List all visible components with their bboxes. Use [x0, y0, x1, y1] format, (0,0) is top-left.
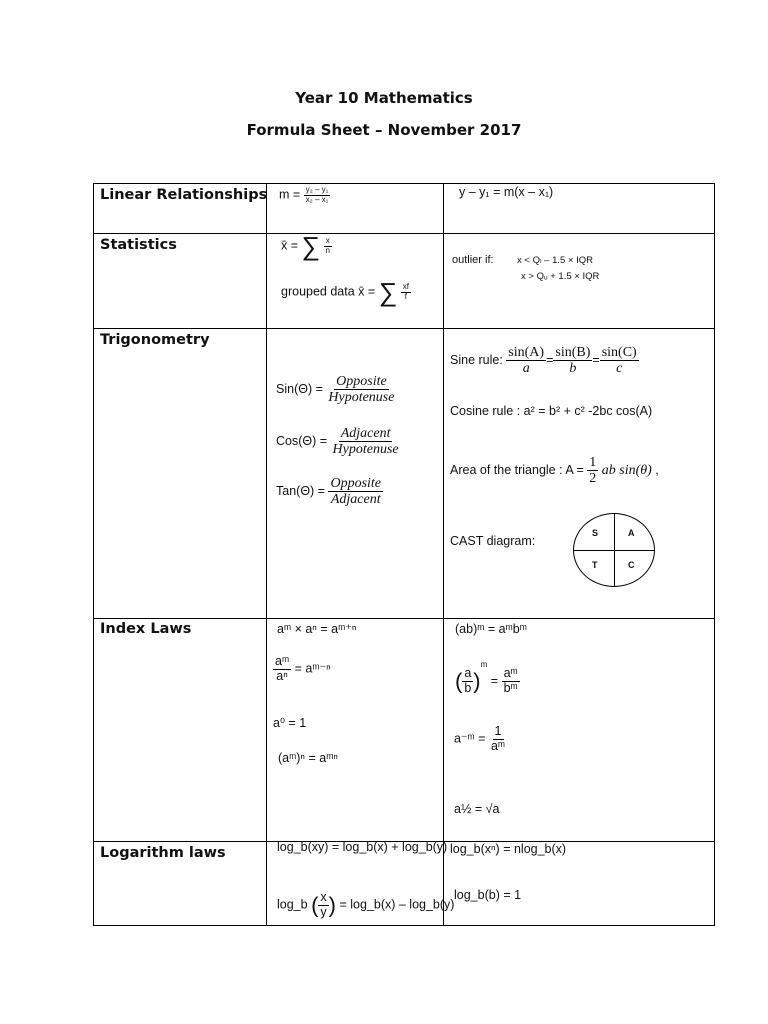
- grouped-lhs: x̄ =: [358, 284, 376, 299]
- index-law-2-numerator: aᵐ: [275, 654, 290, 668]
- gradient-denominator: x₂ – x₁: [305, 194, 329, 204]
- index-law-7-fraction: [489, 725, 507, 754]
- section-label-index: Index Laws: [100, 621, 192, 637]
- sine-rule-a-num: sin(A): [508, 345, 545, 360]
- gradient-numerator: y₂ – y₁: [305, 185, 329, 194]
- cast-quadrant-t: T: [592, 560, 598, 570]
- tan-lhs: Tan(Θ) =: [276, 484, 325, 499]
- right-paren-icon: ): [328, 892, 336, 918]
- table-border-left: [93, 183, 94, 926]
- sine-rule-c: [600, 345, 639, 377]
- sine-rule-c-den: c: [616, 361, 623, 377]
- left-paren-icon: (: [455, 668, 463, 694]
- sin-numerator: Opposite: [336, 374, 387, 389]
- row-divider-3: [93, 618, 715, 619]
- sine-rule-label: Sine rule:: [450, 353, 503, 368]
- area-label: Area of the triangle : A =: [450, 463, 584, 478]
- outlier-low-rule: x < Qₗ – 1.5 × IQR: [517, 255, 594, 266]
- log-law-3-denominator: y: [320, 904, 327, 919]
- gradient-formula: [279, 186, 330, 205]
- grouped-fraction: [401, 283, 411, 302]
- gradient-fraction: [304, 186, 331, 205]
- cast-label: CAST diagram:: [450, 534, 536, 548]
- log-law-2: log_b(xⁿ) = nlog_b(x): [450, 842, 567, 856]
- section-label-log: Logarithm laws: [100, 845, 226, 861]
- row-divider-1: [93, 233, 715, 234]
- log-law-1: log_b(xy) = log_b(x) + log_b(y): [277, 840, 448, 854]
- index-law-7-numerator: 1: [494, 724, 502, 738]
- index-law-1: aᵐ × aⁿ = aᵐ⁺ⁿ: [277, 622, 357, 636]
- index-law-5: (ab)ᵐ = aᵐbᵐ: [455, 622, 527, 636]
- sin-denominator: Hypotenuse: [328, 390, 395, 406]
- tan-denominator: Adjacent: [330, 492, 381, 508]
- index-law-6-rhs-num: aᵐ: [503, 666, 518, 681]
- page-title: Year 10 Mathematics: [295, 89, 473, 107]
- cos-denominator: Hypotenuse: [332, 442, 399, 458]
- cos-fraction: [331, 426, 401, 458]
- index-law-2-fraction: [273, 655, 291, 684]
- cast-diagram: [573, 513, 655, 587]
- table-border-bottom: [93, 925, 715, 926]
- index-law-6-inner-num: a: [464, 666, 472, 681]
- index-law-6-eq: =: [490, 674, 499, 688]
- cosine-rule: Cosine rule : a² = b² + c² -2bc cos(A): [450, 404, 653, 418]
- index-law-2-denominator: aⁿ: [276, 668, 288, 683]
- sine-rule-b-num: sin(B): [555, 345, 591, 360]
- log-law-3-numerator: x: [320, 890, 327, 904]
- sin-lhs: Sin(Θ) =: [276, 382, 323, 397]
- index-law-4: (aᵐ)ⁿ = aᵐⁿ: [278, 751, 338, 765]
- index-law-6-rhs: [502, 667, 520, 696]
- sine-rule-c-num: sin(C): [601, 345, 637, 360]
- cos-lhs: Cos(Θ) =: [276, 434, 328, 449]
- formula-table: [93, 183, 715, 926]
- sin-fraction: [326, 374, 396, 406]
- cast-quadrant-c: C: [628, 560, 635, 570]
- log-law-3: [277, 891, 454, 920]
- index-law-3: a⁰ = 1: [273, 716, 307, 730]
- cast-quadrant-s: S: [592, 528, 599, 538]
- table-border-right: [714, 183, 715, 926]
- point-slope-formula: y – y₁ = m(x – x₁): [459, 185, 554, 199]
- grouped-denominator: f: [404, 291, 407, 301]
- index-law-7-denominator: aᵐ: [490, 738, 506, 753]
- table-border-top: [93, 183, 715, 184]
- column-divider-2: [443, 183, 444, 926]
- section-label-linear: Linear Relationships: [100, 187, 268, 203]
- log-law-3-fraction: [318, 891, 328, 920]
- sigma-icon: ∑: [378, 277, 398, 307]
- gradient-lhs: m =: [279, 187, 301, 202]
- outlier-label: outlier if:: [452, 254, 494, 266]
- cos-formula: [276, 426, 401, 458]
- cast-vertical-axis: [614, 514, 615, 586]
- area-fraction: [587, 455, 598, 487]
- area-comma: ,: [655, 463, 659, 478]
- index-law-2-rhs: = aᵐ⁻ⁿ: [294, 661, 331, 676]
- area-numerator: 1: [589, 455, 597, 470]
- sigma-icon: ∑: [301, 231, 321, 261]
- mean-numerator: x: [325, 235, 330, 245]
- sin-formula: [276, 374, 396, 406]
- left-paren-icon: (: [311, 892, 319, 918]
- grouped-mean-formula: [281, 279, 411, 305]
- index-law-2: [273, 655, 331, 684]
- grouped-data-label: grouped data: [281, 284, 355, 299]
- mean-formula: [281, 233, 332, 259]
- area-rest: ab sin(θ): [601, 463, 652, 479]
- right-paren-icon: ): [473, 668, 481, 694]
- section-label-trigonometry: Trigonometry: [100, 332, 210, 348]
- index-law-6-inner: [462, 667, 473, 696]
- index-law-6: [455, 660, 520, 696]
- mean-lhs: x̄ =: [281, 238, 299, 253]
- tan-numerator: Opposite: [330, 476, 382, 491]
- log-law-3-lhs: log_b: [277, 897, 308, 912]
- sine-rule-b-den: b: [569, 361, 577, 377]
- sine-rule: Sine rule: $\frac{\sin(A)}{a}$ = $\frac{\sin(B)}{b}$ = $\frac{\sin(C)}{c}$: [450, 345, 637, 377]
- page-subtitle: Formula Sheet – November 2017: [246, 121, 522, 139]
- outlier-high-rule: x > Qᵤ + 1.5 × IQR: [521, 271, 600, 282]
- index-law-6-power: m: [480, 660, 488, 669]
- section-label-statistics: Statistics: [100, 237, 177, 253]
- grouped-numerator: xf: [402, 281, 409, 291]
- log-law-4: log_b(b) = 1: [454, 888, 522, 902]
- index-law-6-rhs-den: bᵐ: [503, 681, 518, 696]
- row-divider-2: [93, 328, 715, 329]
- mean-denominator: n: [325, 245, 330, 255]
- column-divider-1: [266, 183, 267, 926]
- index-law-7: [454, 725, 507, 754]
- log-law-3-rhs: = log_b(x) – log_b(y): [339, 897, 455, 912]
- index-law-6-inner-den: b: [464, 681, 472, 696]
- index-law-8: a½ = √a: [454, 802, 500, 816]
- tan-formula: [276, 476, 383, 508]
- index-law-7-lhs: a⁻ᵐ =: [454, 731, 486, 746]
- sine-rule-a: [506, 345, 546, 377]
- area-formula: [450, 455, 659, 487]
- sine-rule-a-den: a: [522, 361, 530, 377]
- sine-rule-b: [553, 345, 592, 377]
- tan-fraction: [328, 476, 383, 508]
- area-denominator: 2: [589, 471, 597, 487]
- mean-fraction: [324, 237, 332, 256]
- cos-numerator: Adjacent: [340, 426, 391, 441]
- cast-quadrant-a: A: [628, 528, 635, 538]
